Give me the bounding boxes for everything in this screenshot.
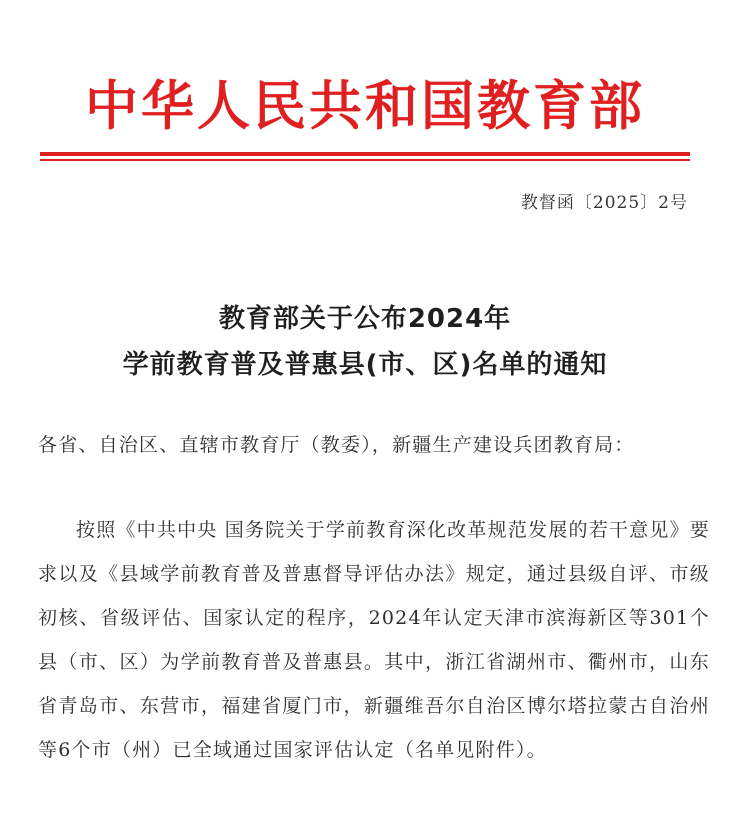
letterhead-org-name: 中华人民共和国教育部 xyxy=(85,75,645,137)
letterhead-rule-thin xyxy=(40,159,690,161)
document-title-line-1: 教育部关于公布2024年 xyxy=(218,304,512,334)
body-paragraph: 按照《中共中央 国务院关于学前教育深化改革规范发展的若干意见》要求以及《县域学前教育普及普惠督导评估办法》规定，通过县级自评、市级初核、省级评估、国家认定的程序，2024年认定天津市滨海新区等301个县（市、区）为学前教育普及普惠县。其中，浙江省湖州市、衢州市，山东省青岛市、东营市，福建省厦门市，新疆维吾尔自治区博尔塔拉蒙古自治州等6个市（州）已全域通过国家评估认定（名单见附件）。 xyxy=(38,519,710,761)
document-number: 教督函〔2025〕2号 xyxy=(520,193,688,213)
salutation: 各省、自治区、直辖市教育厅（教委），新疆生产建设兵团教育局： xyxy=(38,434,635,456)
document-title-line-2: 学前教育普及普惠县(市、区)名单的通知 xyxy=(122,350,608,380)
letterhead-rule-thick xyxy=(40,152,690,156)
